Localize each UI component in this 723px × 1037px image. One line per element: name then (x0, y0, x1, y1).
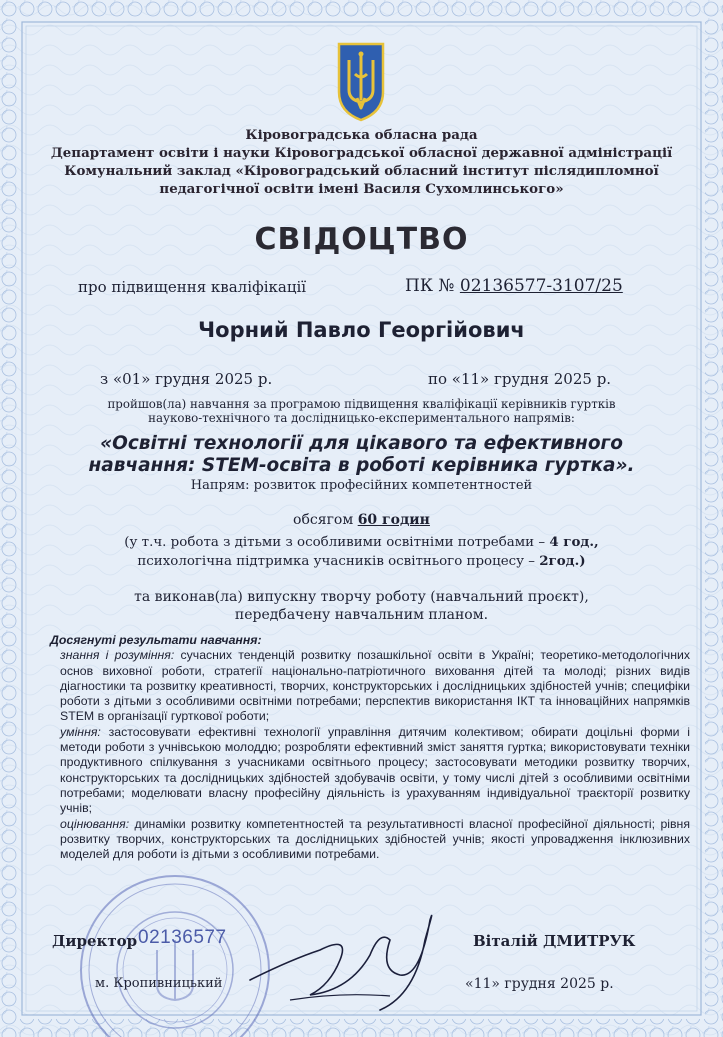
number-value: 02136577-3107/25 (459, 276, 623, 296)
volume-prefix: обсягом (293, 512, 354, 528)
skills-text: застосовувати ефективні технології управління дитячим колективом; обирати доцільні форми і методи роботи з учнівською молоддю; розробляти ефективний зміст заняття гуртка; використовувати техніки продуктивного спілкування з учасниками освітнього процесу; застосовувати методики розвитку творчих, конструкторських та дослідницьких здібностей здобувачів освіти, у тому числі дітей з особливими освітніми потребами; моделювати власну професійну діяльність із урахуванням індивідуальної траєкторії розвитку учнів; (60, 724, 691, 816)
director-signature (230, 900, 470, 1020)
skills-label: уміння: (60, 724, 101, 739)
program-title-line: «Освітні технології для цікавого та ефективного (100, 433, 623, 454)
document-subtitle: про підвищення кваліфікації (78, 278, 307, 296)
issuer-line: Комунальний заклад «Кіровоградський обласний інститут післядипломної (64, 163, 659, 179)
volume-note-text: (у т.ч. робота з дітьми з особливими освітніми потребами – (124, 535, 546, 550)
stamp-code: 02136577 (138, 927, 227, 948)
recipient-name: Чорний Павло Георгійович (198, 318, 525, 342)
certificate-number (405, 276, 623, 296)
program-title (30, 433, 693, 477)
volume-note-text: психологічна підтримка учасників освітнього процесу – (137, 554, 535, 569)
volume-note (40, 533, 683, 571)
issuer-block (30, 126, 693, 198)
volume-note-hours: 2год.) (539, 553, 586, 569)
completion-line: передбачену навчальним планом. (234, 607, 489, 623)
program-intro (40, 397, 683, 425)
director-label: Директор (52, 932, 138, 950)
coat-of-arms-icon (335, 40, 387, 122)
evaluation-text: динаміки розвитку компетентностей та результативності власної професійної діяльності; рівня розвитку творчих, конструкторських та дослідницьких здібностей учнів; якості упровадження інклюзивних моделей для роботи із дітьми з особливими потребами. (60, 816, 690, 862)
direction: Напрям: розвиток професійних компетентностей (190, 478, 533, 493)
issuer-line: Департамент освіти і науки Кіровоградської обласної державної адміністрації (50, 145, 673, 161)
city: м. Кропивницький (95, 976, 223, 991)
results-heading: Досягнуті результати навчання: (50, 633, 262, 647)
knowledge-label: знання і розуміння: (60, 648, 175, 663)
sign-date: «11» грудня 2025 р. (465, 976, 614, 992)
knowledge-text: сучасних тенденцій розвитку позашкільної освіти в Україні; теоретико-методологічних основ виховної роботи, стратегії національно-патріотичного виховання дітей та молоді; різних видів діагностики та розвитку креативності, творчих, конструкторських і дослідницьких здібностей учнів; специфіки роботи з дітьми з особливими освітніми потребами; перспектив використання ІКТ та інноваційних напрямків STEM в організації гурткової роботи; (60, 648, 690, 724)
director-name: Віталій ДМИТРУК (473, 932, 636, 950)
date-from: з «01» грудня 2025 р. (100, 370, 273, 388)
number-prefix: ПК № (405, 276, 455, 296)
volume-hours: 60 годин (357, 512, 430, 528)
results-evaluation (50, 817, 690, 863)
issuer-line: педагогічної освіти імені Василя Сухомлинського» (159, 181, 564, 197)
program-title-line: навчання: STEM-освіта в роботі керівника гуртка». (88, 455, 635, 476)
learning-results (50, 633, 690, 862)
date-to: по «11» грудня 2025 р. (428, 370, 612, 388)
program-intro-line: пройшов(ла) навчання за програмою підвищення кваліфікації керівників гуртків (107, 397, 616, 411)
volume (0, 512, 723, 528)
completion-statement (40, 588, 683, 624)
issuer-line: Кіровоградська обласна рада (245, 127, 478, 143)
program-intro-line: науково-технічного та дослідницько-експериментального напрямів: (148, 411, 575, 425)
volume-note-hours: 4 год., (549, 534, 599, 550)
document-title: СВІДОЦТВО (254, 222, 469, 257)
results-skills (50, 725, 690, 817)
evaluation-label: оцінювання: (60, 816, 130, 831)
results-knowledge (50, 648, 690, 724)
completion-line: та виконав(ла) випускну творчу роботу (навчальний проєкт), (134, 589, 589, 605)
